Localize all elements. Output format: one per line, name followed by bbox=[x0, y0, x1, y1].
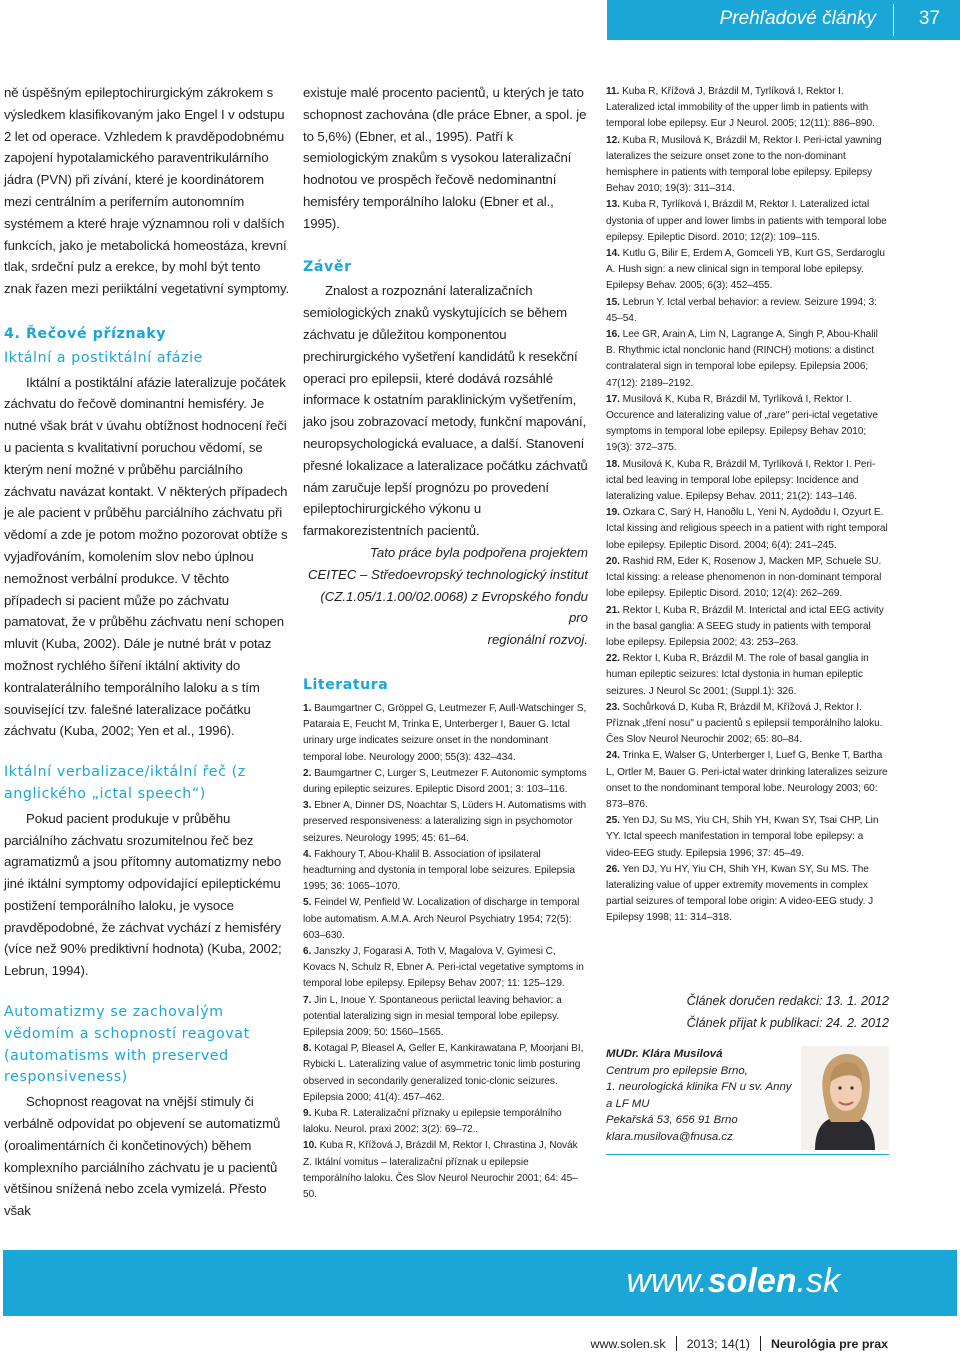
paragraph: Pokud pacient produkuje v průběhu parciálního záchvatu srozumitelnou řeč bez agramatizmů a jsou přítomny automatizmy nebo jiné iktální symptomy odpovídající epileptickému postižení temporálního laloku, je vysoce pravděpodobné, že záchvat vychází z hemisféry (více než 90% prediktivní hodnota) (Kuba, 2002; Lebrun, 1994). bbox=[4, 810, 282, 979]
reference-item: 16. Lee GR, Arain A, Lim N, Lagrange A, Singh P, Abou-Khalil B. Rhythmic ictal nonclonic hand (RINCH) motions: a distinct contralateral sign in temporal lobe epilepsy. Epilepsia 2006; 47(12): 2189–2192. bbox=[606, 329, 878, 389]
section-heading: 4. Řečové příznaky bbox=[4, 325, 167, 342]
reference-item: 13. Kuba R, Tyrlíková I, Brázdil M, Rektor I. Lateralized ictal dystonia of upper and lower limbs in patients with temporal lobe epilepsy. Epileptic Disord. 2010; 12(2): 109–115. bbox=[606, 199, 887, 243]
paragraph: Iktální a postiktální afázie lateralizuje počátek záchvatu do řečově dominantní hemisféry. Je nutné však brát v úvahu obtížnost hodnocení řeči u pacienta s kvalitativní poruchou vědomí, se kterým není možné v průběhu parciálního záchvatu navázat kontakt. V některých případech je ale pacient v průběhu parciálního záchvatu při vědomí a zde je potom možno pozorovat obtíže s vyjadřováním, komolením slov nebo úplnou nemožnost verbální produkce. V těchto případech si pacient může po záchvatu pamatovat, že v průběhu záchvatu není schopen mluvit (Kuba, 2002). Dále je nutné brát v potaz možnost rychlého šíření iktální aktivity do kontralaterálního temporálního laloku a s tím související tzv. falešné lateralizace počátku záchvatu (Kuba, 2002; Yen et al., 1996). bbox=[4, 374, 288, 739]
reference-item: 1. Baumgartner C, Gröppel G, Leutmezer F, Aull-Watschinger S, Pataraia E, Feucht M, Trinka E, Unterberger I, Bauer G. Ictal urinary urge indicates seizure onset in the nondominant temporal lobe. Neurology 2000; 55(3): 432–434. bbox=[303, 702, 587, 763]
reference-item: 10. Kuba R, Křížová J, Brázdil M, Rektor I, Chrastina J, Novák Z. Iktální vomitus – lateralizační příznak u epilepsie temporálního laloku. Čes Slov Neurol Neurochir 2001; 64: 45–50. bbox=[303, 1140, 578, 1201]
reference-item: 20. Rashid RM, Eder K, Rosenow J, Macken MP, Schuele SU. Ictal kissing: a release phenomenon in non-dominant temporal lobe epilepsy. Epileptic Disord. 2010; 12(4): 262–269. bbox=[606, 555, 882, 600]
reference-item: 18. Musilová K, Kuba R, Brázdil M, Tyrlíková I, Rektor I. Peri-ictal bed leaving in temporal lobe epilepsy: Incidence and lateralizing value. Epilepsy Behav. 2011; 21(2): 143–146. bbox=[606, 458, 876, 503]
page-footer bbox=[591, 1336, 889, 1351]
reference-list bbox=[303, 701, 588, 1203]
column-right bbox=[606, 84, 889, 927]
author-photo bbox=[801, 1046, 889, 1150]
subsection-heading: Automatizmy se zachovalým vědomím a schopností reagovat (automatisms with preserved responsiveness) bbox=[4, 1004, 250, 1086]
author-name: MUDr. Klára Musilová bbox=[606, 1048, 723, 1060]
reference-item: 4. Fakhoury T, Abou-Khalil B. Association of ipsilateral headturning and dystonia in temporal lobe seizures. Epilepsia 1995; 36: 1065–1070. bbox=[303, 848, 575, 893]
author-email: klara.musilova@fnusa.cz bbox=[606, 1130, 733, 1143]
footer-issue: 2013; 14(1) bbox=[686, 1336, 750, 1351]
header-band bbox=[607, 0, 960, 40]
footer-divider bbox=[760, 1336, 761, 1351]
publisher-logo: www.solen.sk bbox=[626, 1262, 840, 1300]
column-middle bbox=[303, 82, 588, 1203]
reference-item: 15. Lebrun Y. Ictal verbal behavior: a review. Seizure 1994; 3: 45–54. bbox=[606, 296, 877, 324]
header-divider bbox=[893, 4, 894, 36]
publisher-banner bbox=[3, 1250, 957, 1316]
ack-line: (CZ.1.05/1.1.00/02.0068) z Evropského fondu pro bbox=[320, 588, 588, 626]
author-line: Centrum pro epilepsie Brno, bbox=[606, 1064, 748, 1077]
reference-item: 3. Ebner A, Dinner DS, Noachtar S, Lüders H. Automatisms with preserved responsiveness: a lateralizing sign in psychomotor seizures. Neurology 1995; 45: 61–64. bbox=[303, 800, 587, 844]
page-number: 37 bbox=[918, 8, 940, 29]
footer-journal: Neurológia pre prax bbox=[770, 1336, 888, 1351]
references-heading: Literatura bbox=[303, 676, 389, 693]
reference-item: 5. Feindel W, Penfield W. Localization of discharge in temporal lobe automatism. A.M.A. Arch Neurol Psychiatry 1954; 72(5): 603–630. bbox=[303, 897, 580, 941]
paragraph: ně úspěšným epileptochirurgickým zákrokem s výsledkem klasifikovaným jako Engel I v odstupu 2 let od operace. Vzhledem k pravděpodobnému zapojení hypotalamického paraventrikulárního jádra (PVN) při zívání, které je koordinátorem mezi centrálním a periferním autonomním systémem a které hraje významnou roli v dalších funkcích, jako je metabolická homeostáza, krevní tlak, srdeční pulz a erekce, by mohl být tento znak řazen mezi periiktální vegetativní symptomy. bbox=[4, 85, 290, 297]
ack-line: Tato práce byla podpořena projektem bbox=[370, 544, 588, 560]
reference-item: 12. Kuba R, Musilová K, Brázdil M, Rektor I. Peri-ictal yawning lateralizes the seizure onset zone to the non-dominant hemisphere in patients with temporal lobe epilepsy. Epilepsy Behav 2010; 19(3): 311–314. bbox=[606, 134, 882, 195]
reference-item: 2. Baumgartner C, Lurger S, Leutmezer F. Autonomic symptoms during epileptic seizures. Epileptic Disord 2001; 3: 103–116. bbox=[303, 767, 587, 795]
reference-item: 11. Kuba R, Křížová J, Brázdil M, Tyrlíková I, Rektor I. Lateralized ictal immobility of the upper limb in patients with temporal lobe epilepsy. Eur J Neurol. 2005; 12(11): 886–890. bbox=[606, 86, 875, 130]
accepted-date: Článek přijat k publikaci: 24. 2. 2012 bbox=[686, 1016, 889, 1030]
reference-item: 8. Kotagal P, Bleasel A, Geller E, Kankirawatana P, Moorjani BI, Rybicki L. Lateralizing value of asymmetric tonic limb posturing observed in secondarily generalized tonic-clonic seizures. Epilepsia 2000; 41(4): 457–462. bbox=[303, 1043, 584, 1103]
reference-item: 9. Kuba R. Lateralizační příznaky u epilepsie temporálního laloku. Neurol. praxi 2002; 3(2): 69–72.. bbox=[303, 1108, 562, 1136]
reference-item: 24. Trinka E, Walser G, Unterberger I, Luef G, Benke T, Bartha L, Ortler M, Bauer G. Peri-ictal water drinking lateralizes seizure onset to the nondominant temporal lobe. Neurology 2003; 60: 873–876. bbox=[606, 750, 888, 810]
reference-item: 7. Jin L, Inoue Y. Spontaneous periictal leaving behavior: a potential lateralizing sign in mesial temporal lobe epilepsy. Epilepsia 2009; 50: 1560–1565. bbox=[303, 994, 562, 1038]
subsection-heading: Iktální a postiktální afázie bbox=[4, 349, 203, 366]
paragraph: Znalost a rozpoznání lateralizačních semiologických znaků vyskytujících se během záchvatu je důležitou komponentou prechirurgického vyšetření kandidátů k resekční operaci pro epilepsii, které dodává rozsáhlé informace k ostatním paraklinickým vyšetřením, jako jsou zobrazovací metody, funkční mapování, neuropsychologická evaluace, a další. Stanovení přesné lokalizace a lateralizace počátku záchvatů nám zaručuje lepší prognózu po provedení epileptochirurgického výkonu u farmakorezistentních pacientů. bbox=[303, 283, 588, 539]
column-left bbox=[4, 82, 290, 1222]
subsection-heading: Iktální verbalizace/iktální řeč (z anglického „ictal speech“) bbox=[4, 764, 246, 802]
reference-item: 17. Musilová K, Kuba R, Brázdil M, Tyrlíková I, Rektor I. Occurence and lateralizing value of „rare" peri-ictal vegetative symptoms in temporal lobe epilepsy. Epilepsy Behav 2010; 19(3): 372–375. bbox=[606, 393, 878, 454]
ack-line: regionální rozvoj. bbox=[487, 632, 588, 648]
author-portrait bbox=[801, 1046, 889, 1150]
author-line: 1. neurologická klinika FN u sv. Anny bbox=[606, 1081, 792, 1094]
acknowledgement bbox=[303, 542, 588, 651]
reference-list bbox=[606, 84, 889, 927]
reference-item: 21. Rektor I, Kuba R, Brázdil M. Interictal and ictal EEG activity in the basal ganglia: A SEEG study in patients with temporal lobe epilepsy. Epilepsia 2002; 43: 253–263. bbox=[606, 604, 884, 648]
paragraph: existuje malé procento pacientů, u kterých je tato schopnost zachována (dle práce Ebner, a spol. je to 5,6%) (Ebner, et al., 1995). Patří k semiologickým znakům s vysokou lateralizační hodnotou ve prospěch řečově nedominantní hemisféry temporálního laloku (Ebner et al., 1995). bbox=[303, 85, 587, 231]
reference-item: 14. Kutlu G, Bilir E, Erdem A, Gomceli YB, Kurt GS, Serdaroglu A. Hush sign: a new clinical sign in temporal lobe epilepsy. Epilepsy Behav. 2005; 6(3): 452–455. bbox=[606, 248, 885, 292]
reference-item: 25. Yen DJ, Su MS, Yiu CH, Shih YH, Kwan SY, Tsai CHP, Lin YY. Ictal speech manifestation in temporal lobe epilepsy: a video-EEG study. Epilepsia 1996; 37: 45–49. bbox=[606, 815, 879, 859]
reference-item: 26. Yen DJ, Yu HY, Yiu CH, Shih YH, Kwan SY, Su MS. The lateralizing value of upper extremity movements in complex partial seizures of temporal lobe origin: A video-EEG study. J Epilepsy 1998; 11: 314–318. bbox=[606, 863, 874, 924]
author-line: a LF MU bbox=[606, 1097, 650, 1110]
reference-item: 23. Sochůrková D, Kuba R, Brázdil M, Křížová J, Rektor I. Příznak „tření nosu" u pacientů s epilepsií temporálního laloku. Čes Slov Neurol Neurochir 2002; 65: 80–84. bbox=[606, 701, 883, 746]
section-title: Prehľadové články bbox=[719, 8, 876, 29]
article-dates bbox=[606, 990, 889, 1034]
author-info bbox=[606, 1046, 794, 1146]
author-box bbox=[606, 1046, 889, 1155]
author-line: Pekařská 53, 656 91 Brno bbox=[606, 1114, 738, 1127]
footer-divider bbox=[676, 1336, 677, 1351]
ack-line: CEITEC – Středoevropský technologický institut bbox=[308, 566, 588, 582]
footer-site: www.solen.sk bbox=[590, 1336, 666, 1351]
conclusion-heading: Závěr bbox=[303, 258, 352, 275]
received-date: Článek doručen redakci: 13. 1. 2012 bbox=[686, 994, 889, 1008]
reference-item: 6. Janszky J, Fogarasi A, Toth V, Magalova V, Gyimesi C, Kovacs N, Schulz R, Ebner A. Peri-ictal vegetative symptoms in temporal lobe epilepsy. Epilepsy Behav 2007; 11: 125–129. bbox=[303, 945, 584, 990]
reference-item: 22. Rektor I, Kuba R, Brázdil M. The role of basal ganglia in human epileptic seizures: Ictal dystonia in human epileptic seizures. J Neurol Sc 2001; (Suppl.1): 326. bbox=[606, 653, 869, 697]
paragraph: Schopnost reagovat na vnější stimuly či verbálně odpovídat po objevení se automatizmů (oroalimentárních či končetinových) během komplexního parciálního záchvatu je u pacientů většinou snížená nebo zcela vymizelá. Přesto však bbox=[4, 1094, 281, 1219]
reference-item: 19. Ozkara C, Sarý H, Hanoðlu L, Yeni N, Aydoðdu I, Ozyurt E. Ictal kissing and religious speech in a patient with right temporal lobe epilepsy. Epileptic Disord. 2004; 6(4): 241–245. bbox=[606, 507, 888, 551]
